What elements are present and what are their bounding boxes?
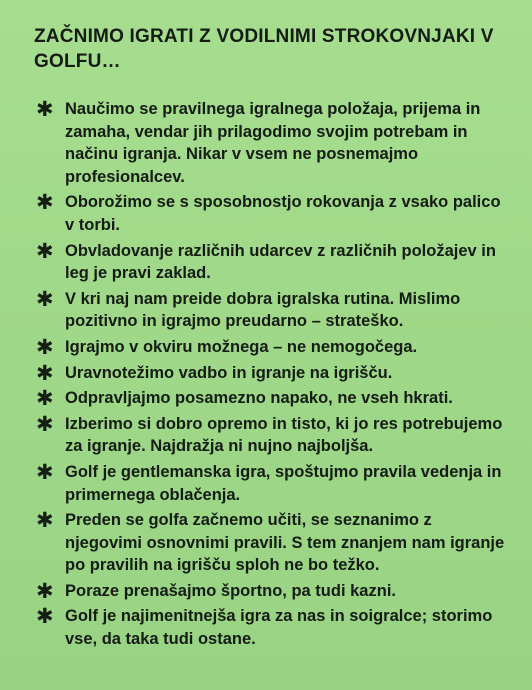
tips-list <box>34 98 512 651</box>
list-item <box>34 413 512 458</box>
asterisk-bullet-icon: ✱ <box>36 360 54 385</box>
asterisk-bullet-icon: ✱ <box>36 578 54 603</box>
asterisk-bullet-icon: ✱ <box>36 334 54 359</box>
list-item-text: Preden se golfa začnemo učiti, se seznanimo z njegovimi osnovnimi pravili. S tem znanjem nam igranje po pravilih na igrišču sploh ne bo težko. <box>65 511 505 575</box>
asterisk-bullet-icon: ✱ <box>36 508 54 533</box>
list-item <box>34 98 512 188</box>
asterisk-bullet-icon: ✱ <box>36 386 54 411</box>
asterisk-bullet-icon: ✱ <box>36 411 54 436</box>
list-item-text: Obvladovanje različnih udarcev z različnih položajev in leg je pravi zaklad. <box>65 241 496 283</box>
list-item <box>34 191 512 236</box>
asterisk-bullet-icon: ✱ <box>36 97 54 121</box>
list-item <box>34 509 512 577</box>
list-item <box>34 580 512 603</box>
list-item-text: Naučimo se pravilnega igralnega položaja, prijema in zamaha, vendar jih prilagodimo svojim potrebam in načinu igranja. Nikar v vsem ne posnemajmo profesionalcev. <box>65 100 481 186</box>
list-item <box>34 461 512 506</box>
list-item-text: Odpravljajmo posamezno napako, ne vseh hkrati. <box>65 389 453 408</box>
list-item-text: Izberimo si dobro opremo in tisto, ki jo res potrebujemo za igranje. Najdražja ni nujno najboljša. <box>65 414 503 456</box>
list-item <box>34 387 512 410</box>
list-item <box>34 288 512 333</box>
list-item-text: V kri naj nam preide dobra igralska rutina. Mislimo pozitivno in igrajmo preudarno – strateško. <box>65 289 461 331</box>
list-item-text: Poraze prenašajmo športno, pa tudi kazni. <box>65 581 396 600</box>
page-heading: ZAČNIMO IGRATI Z VODILNIMI STROKOVNJAKI V GOLFU… <box>34 26 494 72</box>
asterisk-bullet-icon: ✱ <box>36 459 54 484</box>
list-item <box>34 240 512 285</box>
list-item-text: Oborožimo se s sposobnostjo rokovanja z vsako palico v torbi. <box>65 193 501 234</box>
asterisk-bullet-icon: ✱ <box>36 286 54 311</box>
list-item-text: Uravnotežimo vadbo in igranje na igrišču. <box>65 363 393 382</box>
asterisk-bullet-icon: ✱ <box>36 190 54 215</box>
list-item-text: Golf je gentlemanska igra, spoštujmo pravila vedenja in primernega oblačenja. <box>65 462 502 504</box>
list-item <box>34 362 512 385</box>
asterisk-bullet-icon: ✱ <box>36 604 54 629</box>
list-item-text: Golf je najimenitnejša igra za nas in soigralce; storimo vse, da taka tudi ostane. <box>65 607 493 649</box>
asterisk-bullet-icon: ✱ <box>36 238 54 263</box>
list-item <box>34 336 512 359</box>
list-item-text: Igrajmo v okviru možnega – ne nemogočega. <box>65 337 418 356</box>
list-item <box>34 605 512 650</box>
